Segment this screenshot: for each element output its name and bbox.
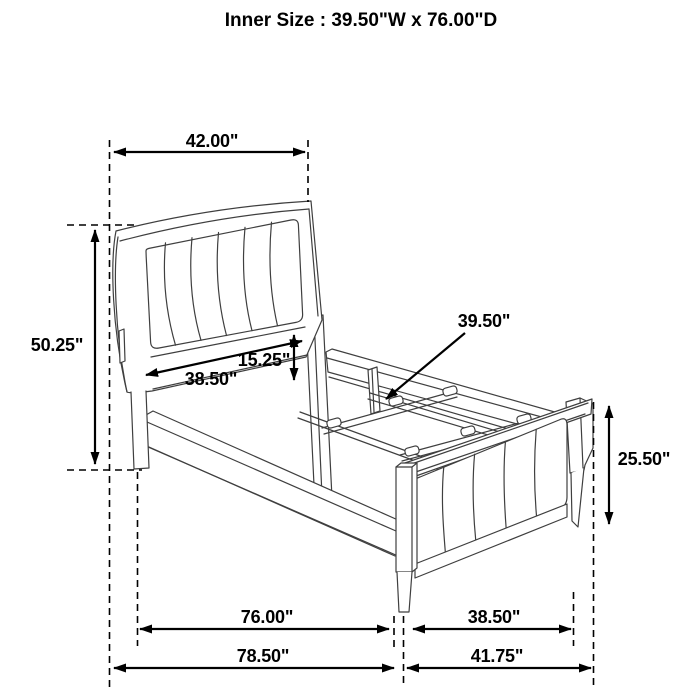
bed-frame-art [113, 201, 593, 612]
inner-size-title: Inner Size : 39.50"W x 76.00"D [224, 10, 498, 31]
label-rail-gap: 15.25" [237, 350, 291, 370]
label-headboard-width: 42.00" [185, 131, 239, 151]
label-headboard-height: 50.25" [30, 335, 84, 355]
label-side-rail-length: 76.00" [240, 607, 294, 627]
label-overall-length: 78.50" [236, 646, 290, 666]
label-footboard-height: 25.50" [617, 449, 671, 469]
near-side-rail [146, 411, 398, 556]
label-headboard-inner-width: 38.50" [184, 369, 238, 389]
label-slat-width: 39.50" [457, 311, 511, 331]
label-footboard-inner-width: 38.50" [467, 607, 521, 627]
label-overall-width: 41.75" [470, 646, 524, 666]
headboard [113, 201, 322, 469]
